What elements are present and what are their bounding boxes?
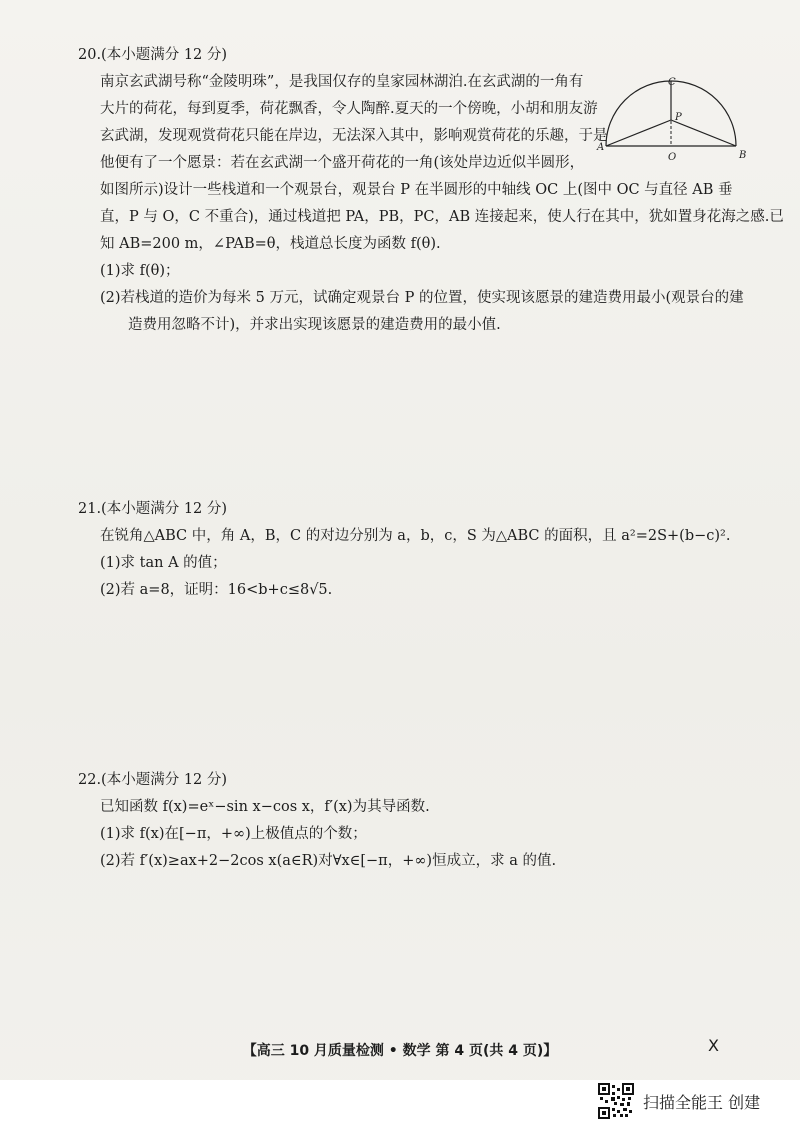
label-b: B — [739, 150, 746, 161]
q22-part-1: (1)求 f(x)在[−π，+∞)上极值点的个数； — [100, 826, 367, 842]
q20-line-2: 大片的荷花，每到夏季，荷花飘香，令人陶醉.夏天的一个傍晚，小胡和朋友游 — [100, 101, 598, 117]
segment-pa — [606, 120, 671, 146]
q20-line-4: 他便有了一个愿景：若在玄武湖一个盛开荷花的一角(该处岸边近似半圆形， — [100, 155, 585, 171]
question-22-header: 22.(本小题满分 12 分) — [78, 772, 228, 788]
q20-part-2-line-2: 造费用忽略不计)，并求出实现该愿景的建造费用的最小值. — [128, 317, 501, 333]
scanner-label: 扫描全能王 创建 — [643, 1093, 761, 1112]
q21-part-2: (2)若 a=8，证明：16<b+c≤8√5. — [100, 582, 333, 598]
q20-line-1: 南京玄武湖号称“金陵明珠”，是我国仅存的皇家园林湖泊.在玄武湖的一角有 — [100, 74, 584, 90]
q22-part-2: (2)若 f′(x)≥ax+2−2cos x(a∈R)对∀x∈[−π，+∞)恒成立，求 a 的值. — [100, 853, 557, 869]
question-21 — [78, 496, 768, 604]
semicircle-diagram — [596, 76, 746, 166]
label-p: P — [675, 112, 682, 123]
segment-pb — [671, 120, 736, 146]
q21-part-1: (1)求 tan A 的值； — [100, 555, 227, 571]
label-a: A — [597, 142, 605, 153]
label-o: O — [668, 152, 677, 163]
question-21-header: 21.(本小题满分 12 分) — [78, 501, 228, 517]
q20-line-5: 如图所示)设计一些栈道和一个观景台，观景台 P 在半圆形的中轴线 OC 上(图中 OC 与直径 AB 垂 — [100, 182, 733, 198]
q20-part-1: (1)求 f(θ)； — [100, 263, 180, 279]
question-20-body-wide — [78, 177, 784, 339]
footer-mark: X — [708, 1036, 719, 1055]
question-22 — [78, 767, 768, 875]
question-22-body — [78, 794, 768, 875]
q22-line-1: 已知函数 f(x)=eˣ−sin x−cos x，f′(x)为其导函数. — [100, 799, 430, 815]
semicircle-svg — [596, 76, 746, 166]
label-c: C — [668, 77, 676, 88]
q20-line-7: 知 AB=200 m，∠PAB=θ，栈道总长度为函数 f(θ). — [100, 236, 441, 252]
qr-code-icon — [598, 1083, 634, 1119]
q20-part-2-line-1: (2)若栈道的造价为每米 5 万元，试确定观景台 P 的位置，使实现该愿景的建造费用最小(观景台的建 — [100, 290, 744, 306]
q21-line-1: 在锐角△ABC 中，角 A，B，C 的对边分别为 a，b，c，S 为△ABC 的面积，且 a²=2S+(b−c)². — [100, 528, 731, 544]
q20-line-6: 直，P 与 O，C 不重合)，通过栈道把 PA，PB，PC，AB 连接起来，使人行在其中，犹如置身花海之感.已 — [100, 209, 784, 225]
page-footer: 【高三 10 月质量检测 • 数学 第 4 页(共 4 页)】 — [242, 1043, 558, 1059]
q20-line-3: 玄武湖，发现观赏荷花只能在岸边，无法深入其中，影响观赏荷花的乐趣，于是 — [100, 128, 608, 144]
question-20-header: 20.(本小题满分 12 分) — [78, 47, 228, 63]
qr-code-svg — [598, 1083, 634, 1119]
question-21-body — [78, 523, 768, 604]
